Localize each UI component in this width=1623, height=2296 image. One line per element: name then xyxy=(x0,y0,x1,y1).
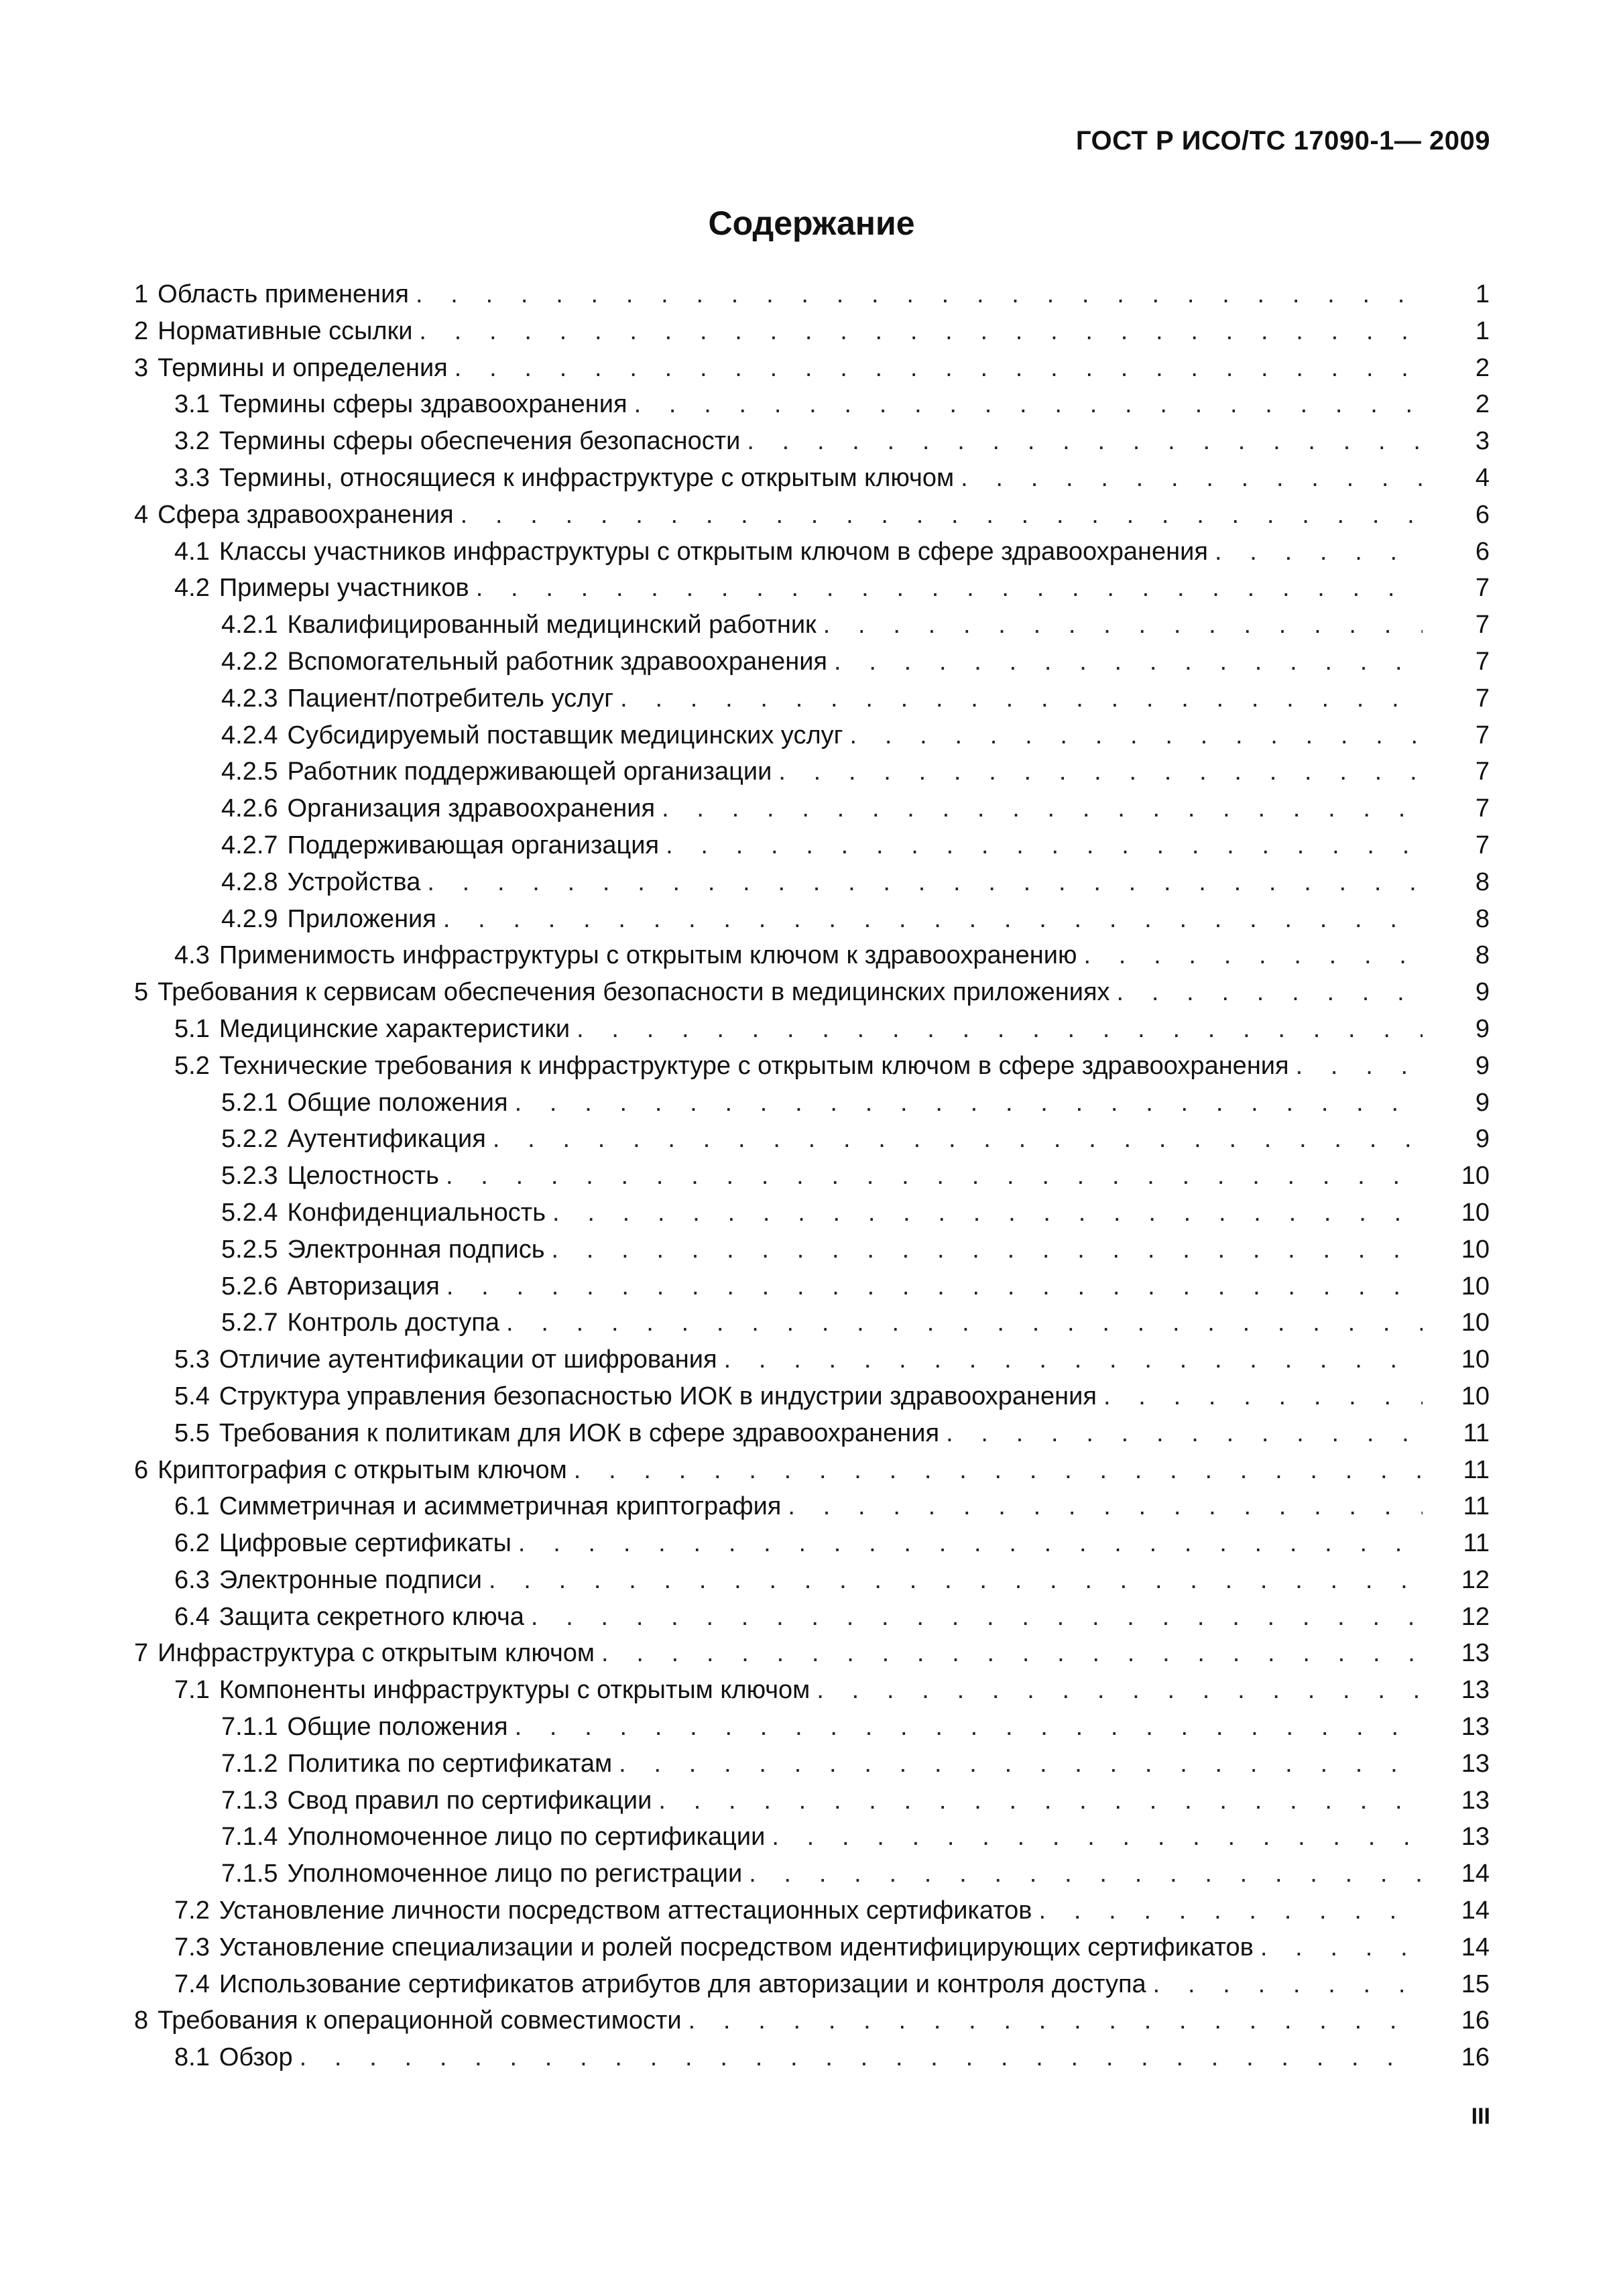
toc-entry-label: Симметричная и асимметричная криптография xyxy=(219,1492,782,1521)
dot-leader xyxy=(420,864,1423,901)
toc-entry-label: Поддерживающая организация xyxy=(287,831,660,859)
toc-entry-page: 1 xyxy=(1475,280,1490,308)
toc-entry-number: 5.5 xyxy=(174,1418,210,1447)
toc-entry-label: Политика по сертификатам xyxy=(287,1749,613,1778)
toc-entry[interactable] xyxy=(134,1746,1490,1783)
toc-entry-title xyxy=(134,497,454,534)
toc-entry[interactable] xyxy=(134,1562,1490,1599)
toc-entry-page: 16 xyxy=(1461,2006,1490,2035)
toc-entry-title xyxy=(174,423,740,460)
toc-entry-number: 7.3 xyxy=(174,1933,210,1961)
toc-entry-page: 7 xyxy=(1475,647,1490,676)
toc-entry[interactable] xyxy=(134,2002,1490,2039)
dot-leader xyxy=(954,460,1423,497)
toc-entry-number: 7.1 xyxy=(174,1676,210,1705)
toc-entry[interactable] xyxy=(134,974,1490,1011)
dot-leader xyxy=(843,717,1423,754)
toc-entry[interactable] xyxy=(134,790,1490,827)
toc-entry-number: 4 xyxy=(134,500,149,529)
toc-entry[interactable] xyxy=(134,717,1490,754)
toc-entry-label: Нормативные ссылки xyxy=(158,316,413,345)
toc-entry[interactable] xyxy=(134,1856,1490,1892)
toc-entry-page: 8 xyxy=(1475,904,1490,933)
toc-entry[interactable] xyxy=(134,1929,1490,1966)
toc-entry[interactable] xyxy=(134,497,1490,534)
toc-entry-title xyxy=(221,1856,742,1892)
toc-entry-title xyxy=(134,313,412,350)
toc-entry-page: 9 xyxy=(1475,1088,1490,1117)
toc-entry-page: 7 xyxy=(1475,831,1490,859)
dot-leader xyxy=(740,423,1423,460)
toc-entry-label: Термины сферы здравоохранения xyxy=(219,390,627,419)
dot-leader xyxy=(810,1672,1423,1709)
dot-leader xyxy=(682,2002,1423,2039)
toc-entry-label: Установление личности посредством аттестационных сертификатов xyxy=(219,1896,1032,1925)
toc-entry-title xyxy=(174,386,627,423)
toc-entry-label: Требования к операционной совместимости xyxy=(158,2006,682,2035)
toc-entry-title xyxy=(174,570,469,607)
toc-entry-title xyxy=(174,937,1077,974)
toc-entry-label: Цифровые сертификаты xyxy=(219,1529,512,1558)
toc-entry-title xyxy=(221,1195,546,1231)
toc-entry-label: Свод правил по сертификации xyxy=(287,1786,652,1815)
toc-entry-label: Применимость инфраструктуры с открытым ключом к здравоохранению xyxy=(219,941,1077,970)
toc-entry-label: Работник поддерживающей организации xyxy=(287,758,772,786)
toc-entry-page: 9 xyxy=(1475,1125,1490,1154)
dot-leader xyxy=(439,1158,1423,1195)
dot-leader xyxy=(1208,534,1423,570)
toc-entry[interactable] xyxy=(134,1378,1490,1415)
toc-entry-title xyxy=(174,1415,939,1452)
toc-entry-page: 14 xyxy=(1461,1933,1490,1961)
dot-leader xyxy=(545,1231,1423,1268)
toc-entry-label: Структура управления безопасностью ИОК в индустрии здравоохранения xyxy=(219,1382,1097,1410)
toc-entry-label: Субсидируемый поставщик медицинских услуг xyxy=(287,721,843,749)
toc-entry-number: 5.2.6 xyxy=(221,1272,278,1301)
toc-entry-title xyxy=(221,1305,499,1341)
dot-leader xyxy=(1077,937,1423,974)
toc-entry[interactable] xyxy=(134,423,1490,460)
toc-entry[interactable] xyxy=(134,534,1490,570)
toc-entry-label: Технические требования к инфраструктуре с открытым ключом в сфере здравоохранения xyxy=(219,1051,1289,1080)
toc-entry-page: 7 xyxy=(1475,611,1490,640)
toc-entry-number: 7.2 xyxy=(174,1896,210,1925)
toc-entry-title xyxy=(134,1452,567,1489)
toc-entry[interactable] xyxy=(134,1341,1490,1378)
toc-entry-page: 7 xyxy=(1475,684,1490,713)
toc-entry-page: 13 xyxy=(1461,1823,1490,1852)
toc-entry-label: Термины и определения xyxy=(158,353,448,382)
toc-entry-number: 4.2.5 xyxy=(221,758,278,786)
dot-leader xyxy=(508,1085,1423,1122)
toc-entry-page: 15 xyxy=(1461,1970,1490,1998)
toc-entry-number: 5.2.3 xyxy=(221,1162,278,1191)
toc-entry-number: 7.1.3 xyxy=(221,1786,278,1815)
toc-entry-number: 4.2.9 xyxy=(221,904,278,933)
toc-entry-page: 10 xyxy=(1461,1309,1490,1337)
toc-entry-number: 4.2.2 xyxy=(221,647,278,676)
toc-entry[interactable] xyxy=(134,2039,1490,2076)
toc-entry-number: 5.1 xyxy=(174,1014,210,1043)
dot-leader xyxy=(436,901,1423,938)
dot-leader xyxy=(595,1635,1423,1672)
toc-entry-number: 7.4 xyxy=(174,1970,210,1998)
toc-entry[interactable] xyxy=(134,1599,1490,1636)
toc-entry[interactable] xyxy=(134,350,1490,387)
toc-entry-number: 1 xyxy=(134,280,149,308)
dot-leader xyxy=(448,350,1423,387)
dot-leader xyxy=(1146,1966,1423,2003)
dot-leader xyxy=(482,1562,1423,1599)
toc-entry-title xyxy=(221,680,613,717)
toc-entry-title xyxy=(221,607,817,644)
toc-entry-label: Электронные подписи xyxy=(219,1565,482,1594)
dot-leader xyxy=(454,497,1423,534)
toc-entry-page: 9 xyxy=(1475,1051,1490,1080)
toc-entry-title xyxy=(134,350,448,387)
toc-entry-title xyxy=(221,1121,486,1158)
toc-entry[interactable] xyxy=(134,753,1490,790)
dot-leader xyxy=(627,386,1423,423)
toc-entry-title xyxy=(174,1966,1146,2003)
dot-leader xyxy=(717,1341,1423,1378)
toc-entry-page: 13 xyxy=(1461,1676,1490,1705)
toc-entry-title xyxy=(134,2002,682,2039)
toc-entry-title xyxy=(221,717,843,754)
dot-leader xyxy=(293,2039,1423,2076)
toc-entry-page: 7 xyxy=(1475,574,1490,603)
toc-entry-label: Конфиденциальность xyxy=(287,1198,546,1227)
dot-leader xyxy=(1289,1048,1423,1085)
toc-entry-page: 3 xyxy=(1475,427,1490,456)
toc-entry-title xyxy=(221,1709,508,1746)
toc-entry-number: 4.1 xyxy=(174,537,210,566)
toc-entry-page: 8 xyxy=(1475,867,1490,896)
toc-entry-label: Сфера здравоохранения xyxy=(158,500,454,529)
toc-entry-number: 4.2.4 xyxy=(221,721,278,749)
toc-entry-page: 4 xyxy=(1475,463,1490,492)
toc-entry-page: 10 xyxy=(1461,1272,1490,1301)
toc-entry-label: Уполномоченное лицо по сертификации xyxy=(287,1823,766,1852)
toc-entry-title xyxy=(221,1085,508,1122)
toc-entry[interactable] xyxy=(134,1305,1490,1341)
dot-leader xyxy=(655,790,1423,827)
toc-entry[interactable] xyxy=(134,276,1490,313)
toc-entry-title xyxy=(221,827,659,864)
toc-entry-label: Уполномоченное лицо по регистрации xyxy=(287,1860,743,1888)
toc-entry-title xyxy=(174,1048,1289,1085)
toc-entry-label: Установление специализации и ролей посредством идентифицирующих сертификатов xyxy=(219,1933,1254,1961)
toc-entry-page: 11 xyxy=(1463,1492,1490,1521)
toc-entry-number: 8.1 xyxy=(174,2043,210,2072)
dot-leader xyxy=(570,1011,1423,1048)
dot-leader xyxy=(499,1305,1423,1341)
toc-entry[interactable] xyxy=(134,570,1490,607)
toc-entry-page: 7 xyxy=(1475,794,1490,823)
dot-leader xyxy=(512,1525,1423,1562)
toc-entry-number: 5.3 xyxy=(174,1345,210,1374)
toc-entry-title xyxy=(221,1746,612,1783)
toc-entry-label: Термины сферы обеспечения безопасности xyxy=(219,427,741,456)
toc-entry-label: Термины, относящиеся к инфраструктуре с открытым ключом xyxy=(219,463,955,492)
toc-entry-title xyxy=(174,460,954,497)
toc-entry[interactable] xyxy=(134,1268,1490,1305)
dot-leader xyxy=(659,827,1423,864)
toc-entry-page: 14 xyxy=(1461,1860,1490,1888)
toc-entry-label: Инфраструктура с открытым ключом xyxy=(158,1639,595,1668)
toc-entry-label: Защита секретного ключа xyxy=(219,1602,524,1631)
toc-entry-page: 13 xyxy=(1461,1639,1490,1668)
dot-leader xyxy=(939,1415,1423,1452)
toc-entry[interactable] xyxy=(134,644,1490,680)
toc-entry-number: 5.2.7 xyxy=(221,1309,278,1337)
toc-entry[interactable] xyxy=(134,1195,1490,1231)
toc-entry-title xyxy=(174,534,1208,570)
toc-entry-number: 3.1 xyxy=(174,390,210,419)
toc-entry-page: 14 xyxy=(1461,1896,1490,1925)
dot-leader xyxy=(440,1268,1423,1305)
toc-entry-page: 2 xyxy=(1475,390,1490,419)
toc-entry-label: Организация здравоохранения xyxy=(287,794,656,823)
dot-leader xyxy=(612,1746,1423,1783)
toc-entry-title xyxy=(174,1378,1097,1415)
toc-entry[interactable] xyxy=(134,1085,1490,1122)
toc-entry-title xyxy=(221,1783,652,1819)
toc-entry-label: Квалифицированный медицинский работник xyxy=(287,611,817,640)
toc-entry-number: 5.4 xyxy=(174,1382,210,1410)
toc-entry[interactable] xyxy=(134,1525,1490,1562)
toc-entry-number: 6.3 xyxy=(174,1565,210,1594)
toc-entry-page: 9 xyxy=(1475,978,1490,1007)
toc-entry-number: 7.1.5 xyxy=(221,1860,278,1888)
toc-entry[interactable] xyxy=(134,901,1490,938)
toc-entry-number: 4.2.8 xyxy=(221,867,278,896)
toc-entry-label: Криптография с открытым ключом xyxy=(158,1455,567,1484)
toc-entry-number: 8 xyxy=(134,2006,149,2035)
toc-entry-page: 12 xyxy=(1461,1565,1490,1594)
toc-entry[interactable] xyxy=(134,386,1490,423)
toc-entry-title xyxy=(221,790,655,827)
toc-entry-number: 4.2 xyxy=(174,574,210,603)
toc-entry-label: Вспомогательный работник здравоохранения xyxy=(287,647,828,676)
toc-entry[interactable] xyxy=(134,1819,1490,1856)
toc-entry-number: 3.3 xyxy=(174,463,210,492)
toc-entry-page: 6 xyxy=(1475,500,1490,529)
toc-entry[interactable] xyxy=(134,607,1490,644)
dot-leader xyxy=(567,1452,1423,1489)
toc-entry-page: 2 xyxy=(1475,353,1490,382)
toc-entry-label: Приложения xyxy=(287,904,436,933)
toc-entry-number: 4.2.7 xyxy=(221,831,278,859)
toc-entry-number: 6 xyxy=(134,1455,149,1484)
toc-entry-page: 9 xyxy=(1475,1014,1490,1043)
toc-entry-page: 6 xyxy=(1475,537,1490,566)
toc-entry-number: 5.2.2 xyxy=(221,1125,278,1154)
toc-entry-title xyxy=(174,1341,717,1378)
toc-entry-label: Область применения xyxy=(158,280,409,308)
document-header: ГОСТ Р ИСО/ТС 17090-1— 2009 xyxy=(1075,126,1490,156)
toc-entry-title xyxy=(174,1011,570,1048)
toc-entry-label: Отличие аутентификации от шифрования xyxy=(219,1345,717,1374)
toc-entry-number: 6.1 xyxy=(174,1492,210,1521)
toc-entry[interactable] xyxy=(134,864,1490,901)
toc-entry-label: Пациент/потребитель услуг xyxy=(287,684,614,713)
toc-entry[interactable] xyxy=(134,1415,1490,1452)
toc-entry[interactable] xyxy=(134,1011,1490,1048)
dot-leader xyxy=(613,680,1423,717)
toc-entry-label: Электронная подпись xyxy=(287,1235,545,1264)
toc-entry[interactable] xyxy=(134,1231,1490,1268)
toc-entry-number: 3.2 xyxy=(174,427,210,456)
toc-entry[interactable] xyxy=(134,1488,1490,1525)
toc-entry-number: 4.3 xyxy=(174,941,210,970)
toc-entry-label: Контроль доступа xyxy=(287,1309,499,1337)
dot-leader xyxy=(524,1599,1423,1636)
toc-entry-page: 10 xyxy=(1461,1162,1490,1191)
toc-entry-title xyxy=(174,2039,293,2076)
toc-entry[interactable] xyxy=(134,827,1490,864)
toc-entry-title xyxy=(174,1562,482,1599)
toc-entry-title xyxy=(174,1892,1032,1929)
toc-entry[interactable] xyxy=(134,313,1490,350)
toc-entry-page: 1 xyxy=(1475,316,1490,345)
toc-entry[interactable] xyxy=(134,1709,1490,1746)
toc-entry-number: 4.2.3 xyxy=(221,684,278,713)
toc-entry-page: 12 xyxy=(1461,1602,1490,1631)
toc-entry-title xyxy=(221,753,772,790)
toc-entry-title xyxy=(134,974,1110,1011)
toc-entry-title xyxy=(221,1268,440,1305)
toc-entry-title xyxy=(221,1158,439,1195)
toc-entry-page: 10 xyxy=(1461,1235,1490,1264)
dot-leader xyxy=(765,1819,1423,1856)
toc-entry-number: 5.2 xyxy=(174,1051,210,1080)
toc-entry-number: 5.2.4 xyxy=(221,1198,278,1227)
toc-entry-page: 10 xyxy=(1461,1198,1490,1227)
toc-entry-page: 11 xyxy=(1463,1529,1490,1558)
toc-entry-title xyxy=(174,1672,810,1709)
toc-entry-page: 7 xyxy=(1475,721,1490,749)
toc-entry[interactable] xyxy=(134,1158,1490,1195)
toc-entry-number: 3 xyxy=(134,353,149,382)
toc-entry[interactable] xyxy=(134,1672,1490,1709)
toc-entry-label: Устройства xyxy=(287,867,421,896)
toc-entry-number: 7 xyxy=(134,1639,149,1668)
table-of-contents xyxy=(134,276,1490,2076)
toc-entry[interactable] xyxy=(134,1783,1490,1819)
dot-leader xyxy=(469,570,1423,607)
toc-entry-page: 8 xyxy=(1475,941,1490,970)
toc-entry-label: Требования к политикам для ИОК в сфере здравоохранения xyxy=(219,1418,940,1447)
toc-entry-page: 13 xyxy=(1461,1786,1490,1815)
toc-entry-number: 5 xyxy=(134,978,149,1007)
dot-leader xyxy=(781,1488,1423,1525)
toc-entry-number: 7.1.1 xyxy=(221,1713,278,1742)
toc-entry-number: 5.2.1 xyxy=(221,1088,278,1117)
dot-leader xyxy=(546,1195,1423,1231)
toc-entry-number: 6.4 xyxy=(174,1602,210,1631)
toc-entry[interactable] xyxy=(134,937,1490,974)
toc-entry-number: 7.1.2 xyxy=(221,1749,278,1778)
toc-entry[interactable] xyxy=(134,1048,1490,1085)
toc-entry-title xyxy=(174,1525,512,1562)
toc-entry-number: 2 xyxy=(134,316,149,345)
toc-entry-page: 16 xyxy=(1461,2043,1490,2072)
toc-entry-number: 4.2.1 xyxy=(221,611,278,640)
toc-entry[interactable] xyxy=(134,1966,1490,2003)
toc-entry-label: Компоненты инфраструктуры с открытым ключом xyxy=(219,1676,810,1705)
toc-entry-label: Использование сертификатов атрибутов для авторизации и контроля доступа xyxy=(219,1970,1146,1998)
toc-entry-title xyxy=(174,1599,524,1636)
page-number: III xyxy=(1471,2104,1490,2129)
toc-entry-label: Классы участников инфраструктуры с открытым ключом в сфере здравоохранения xyxy=(219,537,1208,566)
dot-leader xyxy=(1254,1929,1423,1966)
dot-leader xyxy=(817,607,1423,644)
toc-entry-label: Требования к сервисам обеспечения безопасности в медицинских приложениях xyxy=(158,978,1110,1007)
dot-leader xyxy=(1110,974,1423,1011)
toc-entry-page: 11 xyxy=(1463,1418,1490,1447)
toc-entry-page: 13 xyxy=(1461,1713,1490,1742)
toc-entry-title xyxy=(134,1635,595,1672)
toc-entry-label: Медицинские характеристики xyxy=(219,1014,570,1043)
toc-entry-label: Авторизация xyxy=(287,1272,440,1301)
toc-entry-number: 6.2 xyxy=(174,1529,210,1558)
dot-leader xyxy=(1032,1892,1423,1929)
dot-leader xyxy=(409,276,1423,313)
toc-entry-label: Общие положения xyxy=(287,1713,508,1742)
dot-leader xyxy=(772,753,1423,790)
toc-entry-page: 13 xyxy=(1461,1749,1490,1778)
toc-entry[interactable] xyxy=(134,1452,1490,1489)
toc-entry[interactable] xyxy=(134,1121,1490,1158)
dot-leader xyxy=(827,644,1423,680)
toc-entry[interactable] xyxy=(134,680,1490,717)
toc-entry-label: Общие положения xyxy=(287,1088,508,1117)
page-title: Содержание xyxy=(708,204,915,242)
toc-entry-label: Целостность xyxy=(287,1162,439,1191)
toc-entry[interactable] xyxy=(134,1892,1490,1929)
toc-entry-label: Примеры участников xyxy=(219,574,469,603)
toc-entry-page: 11 xyxy=(1463,1455,1490,1484)
toc-entry-page: 10 xyxy=(1461,1345,1490,1374)
toc-entry-title xyxy=(174,1488,781,1525)
dot-leader xyxy=(508,1709,1423,1746)
toc-entry-number: 5.2.5 xyxy=(221,1235,278,1264)
dot-leader xyxy=(412,313,1423,350)
toc-entry-title xyxy=(134,276,409,313)
toc-entry-title xyxy=(221,864,420,901)
toc-entry-title xyxy=(221,901,436,938)
toc-entry-label: Аутентификация xyxy=(287,1125,486,1154)
toc-entry-title xyxy=(221,1819,765,1856)
dot-leader xyxy=(1097,1378,1423,1415)
toc-entry-title xyxy=(174,1929,1254,1966)
toc-entry[interactable] xyxy=(134,460,1490,497)
toc-entry-number: 4.2.6 xyxy=(221,794,278,823)
dot-leader xyxy=(652,1783,1423,1819)
toc-entry-title xyxy=(221,1231,545,1268)
toc-entry-number: 7.1.4 xyxy=(221,1823,278,1852)
toc-entry-page: 7 xyxy=(1475,758,1490,786)
toc-entry-page: 10 xyxy=(1461,1382,1490,1410)
toc-entry[interactable] xyxy=(134,1635,1490,1672)
dot-leader xyxy=(742,1856,1423,1892)
dot-leader xyxy=(486,1121,1423,1158)
toc-entry-label: Обзор xyxy=(219,2043,293,2072)
toc-entry-title xyxy=(221,644,827,680)
